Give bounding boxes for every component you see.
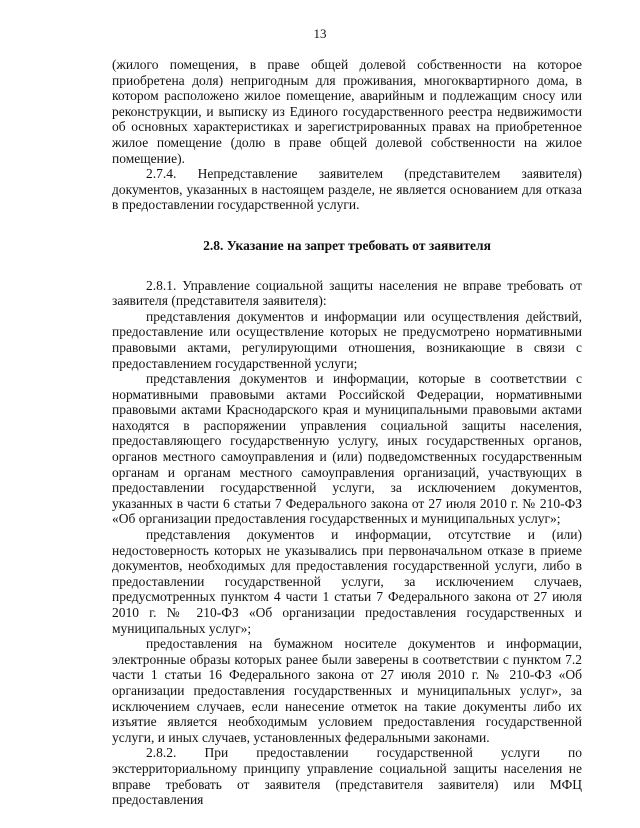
paragraph-item-2: представления документов и информации, которые в соответствии с нормативными правовыми актами Российской Федерации, нормативными правовыми актами Краснодарского края и муниципальными правовыми актами находятся в распоряжении управления социальной защиты населения, предоставляющего государственную услугу, иных государственных органов, органов местного самоуправления и (или) подведомственных государственным органам и органам местного самоуправления организаций, участвующих в предоставлении государственной услуги, за исключением документов, указанных в части 6 статьи 7 Федерального закона от 27 июля 2010 г. № 210-ФЗ «Об организации предоставления государственных и муниципальных услуг»; [112,371,582,527]
paragraph-item-1: представления документов и информации или осуществления действий, предоставление или осуществление которых не предусмотрено нормативными правовыми актами, регулирующими отношения, возникающие в связи с предоставлением государственной услуги; [112,308,582,371]
paragraph-continuation: (жилого помещения, в праве общей долевой собственности на которое приобретена доля) непригодным для проживания, многоквартирного дома, в котором расположено жилое помещение, аварийным и подлежащим сносу или реконструкции, и выписку из Единого государственного реестра недвижимости об основных характеристиках и зарегистрированных правах на приобретенное жилое помещение (долю в праве общей долевой собственности на жилое помещение). [112,57,582,166]
paragraph-item-3: представления документов и информации, отсутствие и (или) недостоверность которых не указывались при первоначальном отказе в приеме документов, необходимых для предоставления государственной услуги, либо в предоставлении государственной услуги, за исключением случаев, предусмотренных пунктом 4 части 1 статьи 7 Федерального закона от 27 июля 2010 г. № 210-ФЗ «Об организации предоставления государственных и муниципальных услуг»; [112,527,582,636]
paragraph-item-4: предоставления на бумажном носителе документов и информации, электронные образы которых ранее были заверены в соответствии с пунктом 7.2 части 1 статьи 16 Федерального закона от 27 июля 2010 г. № 210-ФЗ «Об организации предоставления государственных и муниципальных услуг», за исключением случаев, если нанесение отметок на такие документы либо их изъятие является необходимым условием предоставления государственной услуги, и иных случаев, установленных федеральными законами. [112,636,582,745]
paragraph-2-7-4: 2.7.4. Непредставление заявителем (представителем заявителя) документов, указанных в настоящем разделе, не является основанием для отказа в предоставлении государственной услуги. [112,166,582,213]
paragraph-2-8-1: 2.8.1. Управление социальной защиты населения не вправе требовать от заявителя (представителя заявителя): [112,277,582,309]
paragraph-2-8-2: 2.8.2. При предоставлении государственной услуги по экстерриториальному принципу управление социальной защиты населения не вправе требовать от заявителя (представителя заявителя) или МФЦ предоставления [112,745,582,808]
document-body [112,57,582,808]
page-number: 13 [313,26,327,41]
section-heading-2-8: 2.8. Указание на запрет требовать от заявителя [203,237,491,253]
